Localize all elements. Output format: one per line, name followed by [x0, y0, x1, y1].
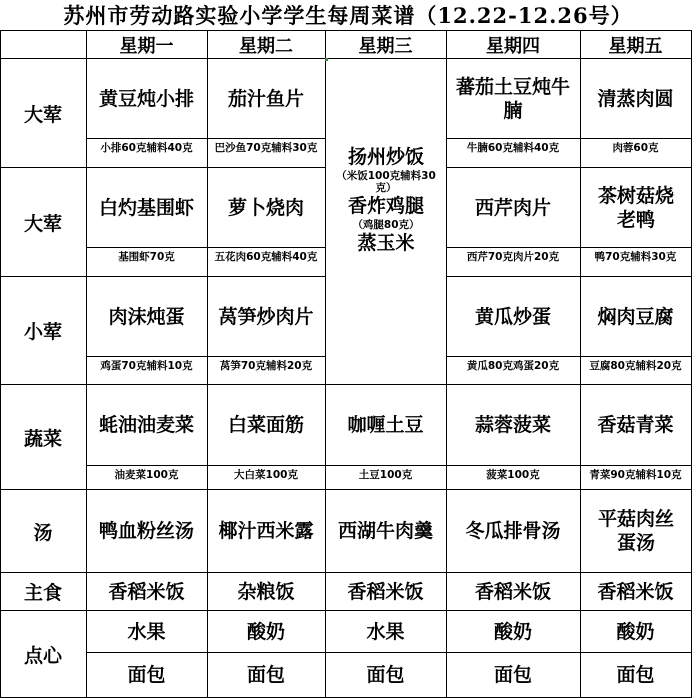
dish-name: 蒜蓉菠菜 — [474, 414, 551, 436]
day-header: 星期四 — [486, 35, 540, 57]
staple-name: 香稻米饭 — [347, 580, 424, 603]
category-label: 蔬菜 — [23, 427, 62, 450]
staple-name: 香稻米饭 — [597, 580, 674, 603]
dish-name: 黄豆炖小排 — [98, 87, 194, 110]
category-label: 大荤 — [23, 103, 62, 126]
category-label: 小荤 — [23, 321, 62, 343]
soup-name: 鸭血粉丝汤 — [98, 520, 194, 542]
dish-portion: 鸡蛋70克辅料10克 — [100, 360, 193, 372]
dish-name: 白菜面筋 — [227, 414, 304, 436]
dish-name: 莴笋炒肉片 — [218, 305, 314, 328]
dish-portion: 豆腐80克辅料20克 — [589, 360, 682, 372]
dish-portion: 油麦菜100克 — [114, 469, 179, 481]
category-label: 大荤 — [23, 212, 62, 235]
dish-name: 肉沫炖蛋 — [108, 305, 185, 328]
category-label: 点心 — [23, 644, 62, 667]
dish-portion: （米饭100克辅料30克） — [336, 170, 436, 194]
dish-name: 香炸鸡腿 — [347, 195, 424, 217]
day-header: 星期五 — [608, 35, 663, 57]
snack-name: 酸奶 — [616, 620, 655, 643]
staple-name: 杂粮饭 — [237, 580, 295, 603]
category-label: 汤 — [33, 521, 53, 544]
soup-name: 冬瓜排骨汤 — [465, 520, 561, 542]
soup-name: 西湖牛肉羹 — [337, 520, 433, 542]
dish-name: 咖喱土豆 — [347, 414, 424, 436]
snack-name: 面包 — [127, 664, 166, 686]
table-border — [691, 30, 692, 698]
dish-name: 清蒸肉圆 — [597, 87, 674, 110]
snack-name: 水果 — [127, 620, 166, 643]
dish-name: 茶树菇烧老鸭 — [597, 184, 674, 231]
dish-name: 蕃茄土豆炖牛腩 — [456, 75, 570, 122]
dish-name: 蒸玉米 — [357, 232, 415, 254]
snack-name: 面包 — [246, 664, 285, 686]
dish-name: 焖肉豆腐 — [597, 305, 674, 328]
staple-name: 香稻米饭 — [108, 580, 185, 603]
dish-portion: 青菜90克辅料10克 — [589, 469, 682, 481]
dish-name: 萝卜烧肉 — [227, 196, 304, 219]
dish-portion: 鸭70克辅料30克 — [594, 251, 677, 263]
dish-portion: （鸡腿80克） — [352, 219, 420, 231]
category-label: 主食 — [23, 582, 62, 604]
dish-portion: 土豆100克 — [358, 469, 413, 481]
dish-name: 西芹肉片 — [474, 196, 551, 219]
snack-name: 面包 — [493, 664, 532, 686]
soup-name: 平菇肉丝蛋汤 — [597, 508, 674, 554]
day-header: 星期三 — [358, 35, 413, 57]
day-header: 星期二 — [239, 35, 293, 57]
snack-name: 酸奶 — [493, 620, 532, 643]
snack-name: 面包 — [616, 664, 655, 686]
dish-portion: 莴笋70克辅料20克 — [219, 360, 313, 372]
dish-name: 扬州炒饭 — [347, 146, 424, 168]
soup-name: 椰汁西米露 — [218, 520, 314, 542]
dish-portion: 五花肉60克辅料40克 — [214, 251, 318, 263]
dish-portion: 菠菜100克 — [486, 469, 540, 481]
dish-name: 黄瓜炒蛋 — [474, 305, 551, 328]
dish-portion: 巴沙鱼70克辅料30克 — [214, 142, 318, 154]
snack-name: 面包 — [366, 664, 405, 686]
dish-portion: 黄瓜80克鸡蛋20克 — [466, 360, 560, 372]
dish-portion: 基围虾70克 — [118, 251, 175, 263]
dish-portion: 牛腩60克辅料40克 — [466, 142, 560, 154]
dish-portion: 小排60克辅料40克 — [100, 142, 193, 154]
day-header: 星期一 — [119, 35, 174, 57]
dish-name: 蚝油油麦菜 — [98, 414, 194, 436]
staple-name: 香稻米饭 — [474, 580, 551, 603]
snack-name: 酸奶 — [246, 620, 285, 643]
dish-name: 白灼基围虾 — [98, 196, 194, 219]
dish-portion: 大白菜100克 — [234, 469, 298, 481]
snack-name: 水果 — [366, 620, 405, 643]
dish-portion: 西芹70克肉片20克 — [466, 251, 560, 263]
dish-name: 茄汁鱼片 — [227, 87, 304, 110]
wednesday-combo — [326, 59, 446, 384]
dish-portion: 肉蓉60克 — [612, 142, 659, 154]
page-title: 苏州市劳动路实验小学学生每周菜谱（12.22-12.26号） — [63, 3, 633, 28]
dish-name: 香菇青菜 — [597, 414, 674, 436]
